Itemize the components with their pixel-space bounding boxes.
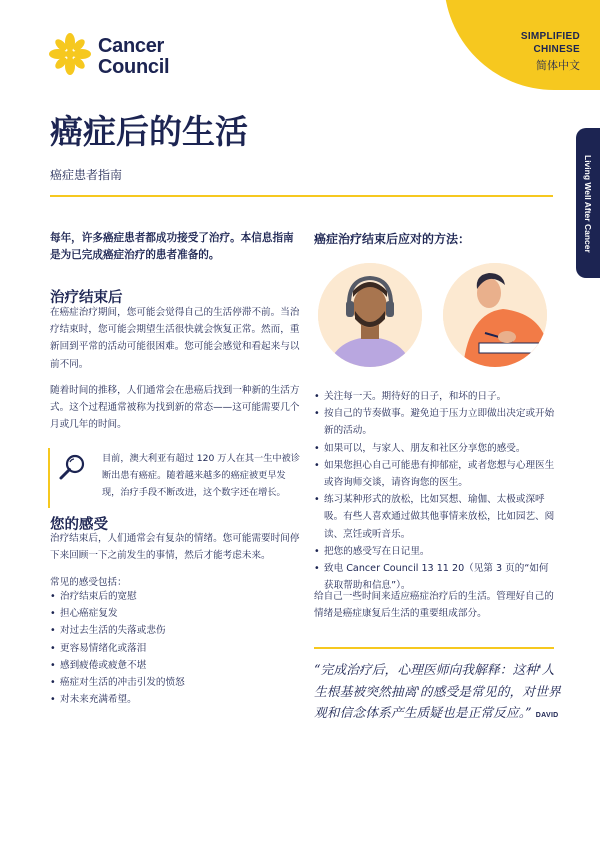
feelings-list (50, 588, 300, 708)
list-item: • 更容易情绪化或落泪 (50, 640, 300, 657)
divider (314, 647, 554, 649)
list-item: • 治疗结束后的宽慰 (50, 588, 300, 605)
divider (50, 195, 553, 197)
language-label-zh: 简体中文 (536, 59, 580, 72)
heading-feelings: 您的感受 (50, 516, 108, 533)
page-title: 癌症后的生活 (50, 112, 248, 151)
feelings-list-intro: 常见的感受包括： (50, 577, 127, 588)
illustration-man-headphones (318, 263, 422, 367)
list-item: • 致电 Cancer Council 13 11 20（见第 3 页的“如何获取帮助和信息”）。 (314, 560, 558, 594)
note-accent-bar (48, 448, 50, 508)
language-label-en: SIMPLIFIED CHINESE (520, 31, 580, 55)
coping-closing: 给自己一些时间来适应癌症治疗后的生活。管理好自己的情绪是癌症康复后生活的重要组成部分。 (314, 591, 554, 620)
list-item: • 担心癌症复发 (50, 605, 300, 622)
coping-list (314, 388, 558, 594)
list-item: • 癌症对生活的冲击引发的愤怒 (50, 674, 300, 691)
intro-paragraph: 每年，许多癌症患者都成功接受了治疗。本信息指南是为已完成癌症治疗的患者准备的。 (50, 232, 294, 261)
illustration-woman-writing (443, 263, 547, 367)
brand-name: Cancer Council (98, 35, 170, 78)
list-item: • 关注每一天。期待好的日子，和坏的日子。 (314, 388, 558, 405)
page-subtitle: 癌症患者指南 (50, 168, 123, 182)
after-treatment-para1: 在癌症治疗期间，您可能会觉得自己的生活停滞不前。当治疗结束时，您可能会期望生活很快就会恢复正常。然而，重新回到平常的活动可能很困难。您可能会感觉和看起来与以前不同。 (50, 307, 300, 370)
list-item: • 感到疲倦或疲惫不堪 (50, 657, 300, 674)
list-item: • 对过去生活的失落或悲伤 (50, 622, 300, 639)
feelings-para1: 治疗结束后，人们通常会有复杂的情绪。您可能需要时间停下来回顾一下之前发生的事情，然后才能考虑未来。 (50, 533, 300, 562)
magnifier-icon (58, 452, 88, 482)
statistic-note: 目前，澳大利亚有超过 120 万人在其一生中被诊断出患有癌症。随着越来越多的癌症被更早发现，治疗手段不断改进，这个数字还在增长。 (102, 453, 300, 498)
quote-author: DAVID (535, 712, 559, 719)
side-tab-label: Living Well After Cancer (583, 155, 593, 253)
list-item: • 如果可以，与家人、朋友和社区分享您的感受。 (314, 440, 558, 457)
heading-after-treatment: 治疗结束后 (50, 289, 123, 306)
coping-heading: 癌症治疗结束后应对的方法： (314, 232, 471, 246)
quote-text: “完成治疗后，心理医师向我解释：这种'人生根基被突然抽离'的感受是常见的，对世界观和信念体系产生质疑也是正常反应。” (314, 663, 561, 721)
list-item: • 按自己的节奏做事。避免迫于压力立即做出决定或开始新的活动。 (314, 405, 558, 439)
list-item: • 把您的感受写在日记里。 (314, 543, 558, 560)
after-treatment-para2: 随着时间的推移，人们通常会在患癌后找到一种新的生活方式。这个过程通常被称为找到新的常态——这可能需要几个月或几年的时间。 (50, 385, 300, 431)
patient-quote (314, 660, 562, 727)
list-item: • 练习某种形式的放松，比如冥想、瑜伽、太极或深呼吸。有些人喜欢通过做其他事情来放松，比如园艺、阅读、烹饪或听音乐。 (314, 491, 558, 543)
list-item: • 对未来充满希望。 (50, 691, 300, 708)
list-item: • 如果您担心自己可能患有抑郁症，或者您想与心理医生或咨询师交谈，请咨询您的医生。 (314, 457, 558, 491)
